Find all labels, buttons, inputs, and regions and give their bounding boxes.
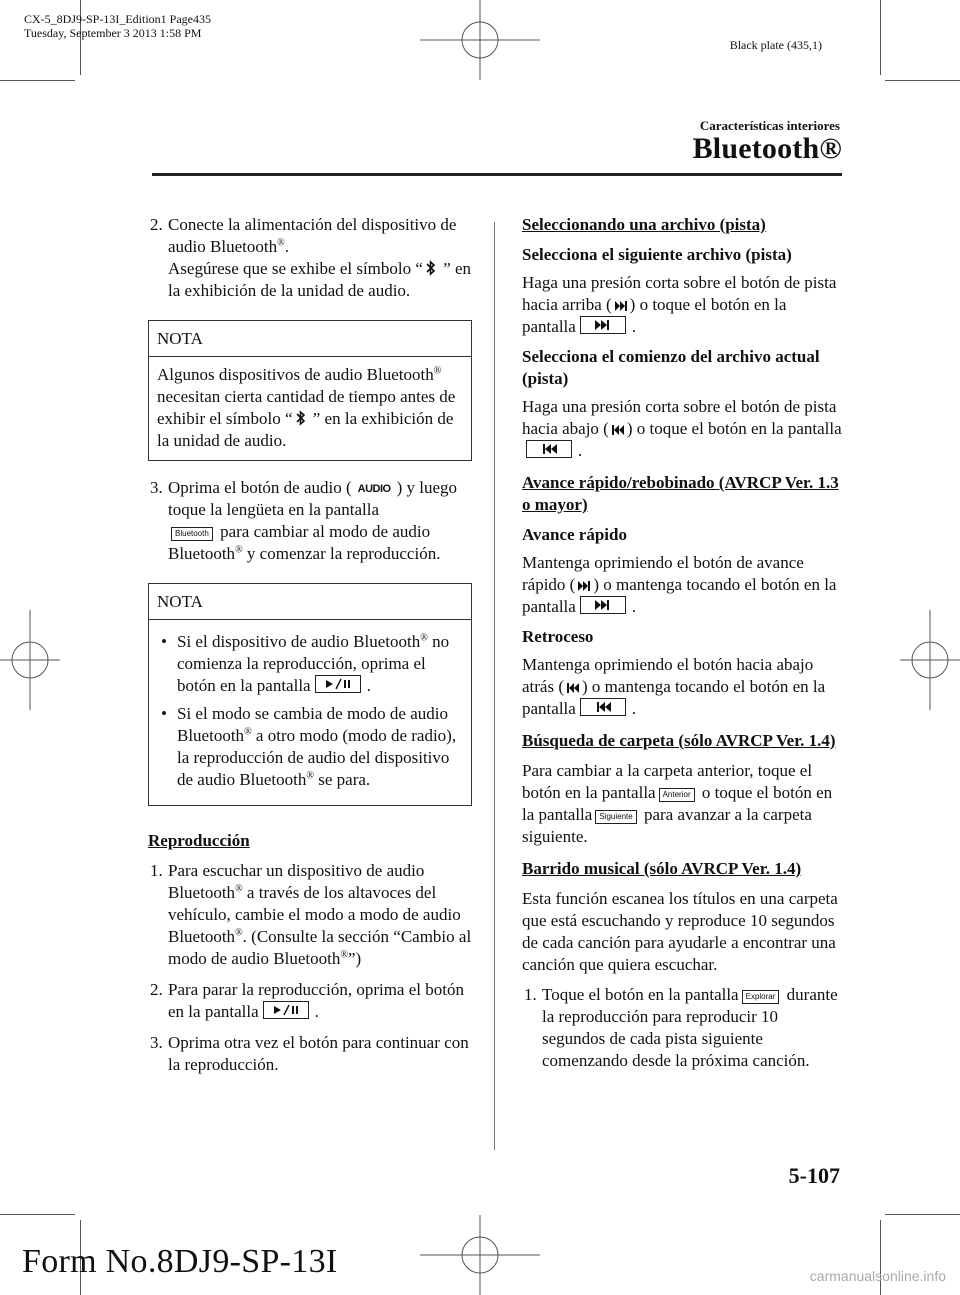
crop-mark <box>880 0 881 75</box>
next-track-screen-button <box>580 596 626 614</box>
repro-step-1: 1. Para escuchar un dispositivo de audio Bluetooth® a través de los altavoces del vehículo, cambie el modo a modo de audio Bluetooth®. (Consulte la sección “Cambio al modo de audio Bluetooth®”) <box>150 861 472 968</box>
heading-music-scan: Barrido musical (sólo AVRCP Ver. 1.4) <box>522 859 802 878</box>
scan-step-1: 1. Toque el botón en la pantalla Explorar durante la reproducción para reproducir 10 segundos de cada pista siguiente comenzando desde la próxima canción. <box>524 985 838 1070</box>
bluetooth-icon <box>295 410 307 426</box>
play-pause-icon <box>264 1002 308 1018</box>
previous-track-icon <box>527 441 571 457</box>
note-bullet: • Si el dispositivo de audio Bluetooth® no comienza la reproducción, oprima el botón en la pantalla . <box>157 631 463 697</box>
previous-track-screen-button <box>526 440 572 458</box>
column-divider <box>494 222 495 1150</box>
heading-rewind: Retroceso <box>522 627 594 646</box>
paragraph-next-file: Haga una presión corta sobre el botón de pista hacia arriba ( ) o toque el botón en la pantalla . <box>522 273 837 336</box>
paragraph-rewind: Mantenga oprimiendo el botón hacia abajo atrás ( ) o mantenga tocando el botón en la pantalla . <box>522 655 826 718</box>
note-body <box>149 620 471 805</box>
chapter-title: Bluetooth® <box>692 132 842 165</box>
play-pause-icon <box>316 676 360 692</box>
form-number: Form No.8DJ9-SP-13I <box>22 1243 338 1280</box>
section-label: Características interiores <box>699 118 840 133</box>
heading-fast-forward: Avance rápido/rebobinado (AVRCP Ver. 1.3 o mayor) <box>522 473 839 514</box>
note-title: NOTA <box>149 321 471 357</box>
crop-mark <box>0 1214 75 1215</box>
previous-track-screen-button <box>580 698 626 716</box>
explore-button: Explorar <box>742 990 780 1004</box>
watermark: carmanualsonline.info <box>809 1268 946 1284</box>
paragraph-begin-file: Haga una presión corta sobre el botón de pista hacia abajo ( ) o toque el botón en la pantalla . <box>522 397 842 460</box>
crop-mark <box>885 1214 960 1215</box>
next-track-icon <box>581 597 625 613</box>
previous-folder-button: Anterior <box>659 788 695 802</box>
step-3: 3. Oprima el botón de audio ( AUDIO ) y luego toque la lengüeta en la pantalla Bluetooth para cambiar al modo de audio Bluetooth® y comenzar la reproducción. <box>150 478 458 563</box>
bluetooth-icon <box>425 260 437 276</box>
next-track-screen-button <box>580 316 626 334</box>
step-2: 2. Conecte la alimentación del dispositivo de audio Bluetooth®. Asegúrese que se exhibe el símbolo “ ” en la exhibición de la unidad de audio. <box>150 215 472 300</box>
registration-mark-icon <box>420 1215 540 1295</box>
repro-step-2: 2. Para parar la reproducción, oprima el botón en la pantalla . <box>150 980 464 1021</box>
track-up-icon <box>577 580 591 592</box>
track-up-icon <box>614 300 628 312</box>
repro-step-3: 3. Oprima otra vez el botón para continuar con la reproducción. <box>150 1033 469 1074</box>
heading-advance: Avance rápido <box>522 525 627 544</box>
heading-reproduccion: Reproducción <box>148 831 250 850</box>
note-body: Algunos dispositivos de audio Bluetooth® necesitan cierta cantidad de tiempo antes de exhibir el símbolo “ ” en la exhibición de la unidad de audio. <box>157 365 456 450</box>
track-down-icon <box>566 682 580 694</box>
heading-begin-file: Selecciona el comienzo del archivo actual (pista) <box>522 347 820 388</box>
left-column <box>148 214 474 1085</box>
heading-next-file: Selecciona el siguiente archivo (pista) <box>522 245 792 264</box>
next-track-icon <box>581 317 625 333</box>
note-title: NOTA <box>149 584 471 620</box>
note-box-2 <box>148 583 472 806</box>
track-down-icon <box>611 424 625 436</box>
registration-mark-icon <box>900 610 960 710</box>
print-meta-line2: Tuesday, September 3 2013 1:58 PM <box>24 26 202 40</box>
bluetooth-tab-button: Bluetooth <box>171 527 213 541</box>
print-meta-line1: CX-5_8DJ9-SP-13I_Edition1 Page435 <box>24 12 211 26</box>
previous-track-icon <box>581 699 625 715</box>
paragraph-folder-search: Para cambiar a la carpeta anterior, toque el botón en la pantalla Anterior o toque el botón en la pantalla Siguiente para avanzar a la carpeta siguiente. <box>522 761 833 846</box>
plate-label: Black plate (435,1) <box>729 38 822 52</box>
print-metadata <box>24 12 211 40</box>
audio-button-label: AUDIO <box>355 483 394 495</box>
note-box-1 <box>148 320 472 461</box>
heading-select-file: Seleccionando una archivo (pista) <box>522 215 766 234</box>
play-pause-screen-button <box>315 675 361 693</box>
registration-mark-icon <box>0 610 60 710</box>
heading-folder-search: Búsqueda de carpeta (sólo AVRCP Ver. 1.4) <box>522 731 836 750</box>
next-folder-button: Siguiente <box>595 810 636 824</box>
crop-mark <box>885 80 960 81</box>
play-pause-screen-button <box>263 1001 309 1019</box>
crop-mark <box>0 80 75 81</box>
header-rule <box>152 173 842 176</box>
registration-mark-icon <box>420 0 540 80</box>
page-number: 5-107 <box>788 1163 840 1188</box>
paragraph-music-scan: Esta función escanea los títulos en una carpeta que está escuchando y reproduce 10 segundos de cada canción para ayudarle a encontrar una canción que quiera escuchar. <box>522 889 838 974</box>
right-column <box>522 214 842 1081</box>
paragraph-advance: Mantenga oprimiendo el botón de avance rápido ( ) o mantenga tocando el botón en la pantalla . <box>522 553 837 616</box>
note-bullet: • Si el modo se cambia de modo de audio Bluetooth® a otro modo (modo de radio), la reproducción de audio del dispositivo de audio Bluetooth® se para. <box>157 703 463 791</box>
